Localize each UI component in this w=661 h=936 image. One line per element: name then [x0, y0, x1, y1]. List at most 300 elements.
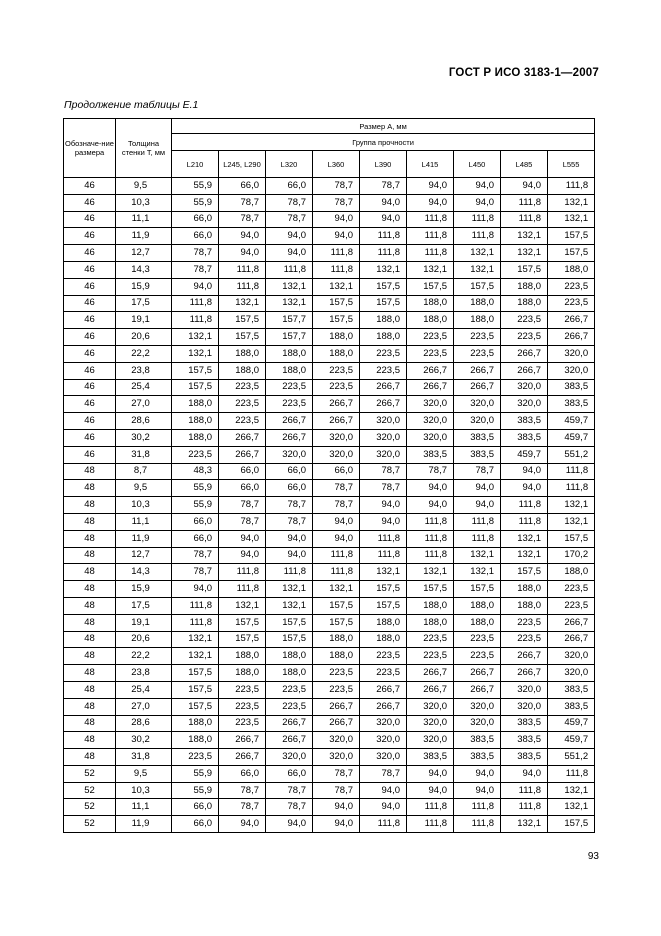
value-cell: 223,5: [313, 379, 360, 396]
table-row: [64, 698, 595, 715]
thickness-cell: 25,4: [116, 681, 172, 698]
designation-cell: 46: [64, 211, 116, 228]
value-cell: 188,0: [313, 345, 360, 362]
value-cell: 66,0: [172, 530, 219, 547]
page-number: 93: [587, 851, 599, 862]
value-cell: 157,7: [266, 329, 313, 346]
value-cell: 132,1: [313, 581, 360, 598]
value-cell: 320,0: [454, 698, 501, 715]
value-cell: 111,8: [266, 564, 313, 581]
value-cell: 94,0: [501, 463, 548, 480]
value-cell: 223,5: [454, 329, 501, 346]
value-cell: 320,0: [501, 379, 548, 396]
value-cell: 188,0: [219, 648, 266, 665]
value-cell: 111,8: [501, 799, 548, 816]
value-cell: 66,0: [219, 463, 266, 480]
value-cell: 66,0: [266, 178, 313, 195]
col-designation-header: Обозначе-ние размера: [64, 119, 116, 178]
value-cell: 266,7: [266, 413, 313, 430]
value-cell: 188,0: [501, 581, 548, 598]
value-cell: 132,1: [407, 261, 454, 278]
thickness-cell: 31,8: [116, 749, 172, 766]
value-cell: 223,5: [454, 648, 501, 665]
value-cell: 94,0: [219, 228, 266, 245]
table-row: [64, 597, 595, 614]
value-cell: 94,0: [172, 581, 219, 598]
designation-cell: 48: [64, 681, 116, 698]
table-row: [64, 329, 595, 346]
value-cell: 55,9: [172, 480, 219, 497]
table-row: [64, 446, 595, 463]
thickness-cell: 28,6: [116, 715, 172, 732]
value-cell: 157,5: [219, 631, 266, 648]
value-cell: 94,0: [454, 194, 501, 211]
thickness-cell: 22,2: [116, 345, 172, 362]
table-row: [64, 261, 595, 278]
value-cell: 157,5: [548, 228, 595, 245]
value-cell: 111,8: [454, 228, 501, 245]
value-cell: 94,0: [501, 178, 548, 195]
thickness-cell: 10,3: [116, 782, 172, 799]
value-cell: 111,8: [219, 564, 266, 581]
value-cell: 459,7: [548, 732, 595, 749]
thickness-cell: 11,9: [116, 816, 172, 833]
value-cell: 111,8: [172, 614, 219, 631]
value-cell: 551,2: [548, 446, 595, 463]
thickness-cell: 19,1: [116, 614, 172, 631]
grade-header: L415: [407, 151, 454, 178]
value-cell: 320,0: [313, 446, 360, 463]
table-row: [64, 278, 595, 295]
value-cell: 94,0: [407, 178, 454, 195]
value-cell: 320,0: [501, 396, 548, 413]
value-cell: 111,8: [360, 547, 407, 564]
table-row: [64, 396, 595, 413]
value-cell: 188,0: [501, 278, 548, 295]
value-cell: 94,0: [454, 765, 501, 782]
value-cell: 188,0: [360, 631, 407, 648]
designation-cell: 46: [64, 194, 116, 211]
value-cell: 383,5: [548, 698, 595, 715]
value-cell: 132,1: [501, 245, 548, 262]
value-cell: 266,7: [219, 749, 266, 766]
value-cell: 188,0: [407, 312, 454, 329]
value-cell: 66,0: [172, 816, 219, 833]
value-cell: 132,1: [501, 228, 548, 245]
value-cell: 132,1: [266, 278, 313, 295]
table-row: [64, 648, 595, 665]
value-cell: 78,7: [313, 497, 360, 514]
value-cell: 111,8: [407, 816, 454, 833]
value-cell: 111,8: [407, 547, 454, 564]
designation-cell: 48: [64, 631, 116, 648]
value-cell: 320,0: [501, 698, 548, 715]
value-cell: 157,5: [219, 614, 266, 631]
value-cell: 223,5: [219, 681, 266, 698]
value-cell: 111,8: [313, 547, 360, 564]
value-cell: 223,5: [313, 665, 360, 682]
strength-group-header: Группа прочности: [172, 134, 595, 151]
value-cell: 223,5: [454, 345, 501, 362]
value-cell: 157,5: [360, 597, 407, 614]
value-cell: 223,5: [172, 446, 219, 463]
thickness-cell: 11,1: [116, 513, 172, 530]
value-cell: 383,5: [548, 396, 595, 413]
thickness-cell: 11,9: [116, 530, 172, 547]
value-cell: 94,0: [501, 765, 548, 782]
value-cell: 459,7: [501, 446, 548, 463]
value-cell: 320,0: [454, 413, 501, 430]
thickness-cell: 9,5: [116, 480, 172, 497]
thickness-cell: 15,9: [116, 278, 172, 295]
value-cell: 383,5: [454, 749, 501, 766]
table-row: [64, 631, 595, 648]
value-cell: 94,0: [501, 480, 548, 497]
value-cell: 94,0: [454, 178, 501, 195]
value-cell: 111,8: [360, 530, 407, 547]
value-cell: 78,7: [172, 547, 219, 564]
value-cell: 94,0: [360, 799, 407, 816]
value-cell: 111,8: [360, 228, 407, 245]
value-cell: 266,7: [313, 715, 360, 732]
value-cell: 111,8: [407, 530, 454, 547]
value-cell: 132,1: [219, 597, 266, 614]
table-row: [64, 362, 595, 379]
value-cell: 188,0: [266, 665, 313, 682]
table-row: [64, 480, 595, 497]
table-row: [64, 816, 595, 833]
value-cell: 157,5: [501, 261, 548, 278]
designation-cell: 46: [64, 295, 116, 312]
value-cell: 223,5: [360, 345, 407, 362]
value-cell: 157,5: [172, 665, 219, 682]
value-cell: 320,0: [407, 429, 454, 446]
grade-header: L555: [548, 151, 595, 178]
thickness-cell: 20,6: [116, 631, 172, 648]
value-cell: 266,7: [219, 429, 266, 446]
value-cell: 78,7: [360, 463, 407, 480]
value-cell: 132,1: [172, 648, 219, 665]
value-cell: 223,5: [266, 681, 313, 698]
table-row: [64, 715, 595, 732]
value-cell: 157,5: [172, 379, 219, 396]
table-row: [64, 497, 595, 514]
value-cell: 66,0: [219, 765, 266, 782]
thickness-cell: 10,3: [116, 194, 172, 211]
value-cell: 188,0: [360, 614, 407, 631]
value-cell: 94,0: [454, 782, 501, 799]
value-cell: 383,5: [454, 429, 501, 446]
value-cell: 188,0: [454, 295, 501, 312]
value-cell: 94,0: [266, 816, 313, 833]
value-cell: 188,0: [266, 648, 313, 665]
value-cell: 94,0: [313, 513, 360, 530]
value-cell: 78,7: [172, 261, 219, 278]
value-cell: 132,1: [548, 497, 595, 514]
thickness-cell: 30,2: [116, 429, 172, 446]
value-cell: 188,0: [172, 732, 219, 749]
table-row: [64, 799, 595, 816]
value-cell: 266,7: [454, 665, 501, 682]
value-cell: 266,7: [454, 379, 501, 396]
designation-cell: 46: [64, 178, 116, 195]
value-cell: 266,7: [501, 665, 548, 682]
value-cell: 132,1: [266, 581, 313, 598]
value-cell: 111,8: [548, 178, 595, 195]
value-cell: 132,1: [360, 564, 407, 581]
value-cell: 78,7: [219, 194, 266, 211]
thickness-cell: 22,2: [116, 648, 172, 665]
value-cell: 55,9: [172, 782, 219, 799]
value-cell: 157,5: [407, 278, 454, 295]
value-cell: 157,5: [313, 312, 360, 329]
designation-cell: 48: [64, 564, 116, 581]
value-cell: 223,5: [360, 362, 407, 379]
value-cell: 266,7: [548, 312, 595, 329]
value-cell: 78,7: [266, 211, 313, 228]
designation-cell: 48: [64, 698, 116, 715]
value-cell: 78,7: [407, 463, 454, 480]
value-cell: 320,0: [360, 446, 407, 463]
value-cell: 78,7: [266, 497, 313, 514]
thickness-cell: 17,5: [116, 295, 172, 312]
value-cell: 94,0: [360, 497, 407, 514]
table-row: [64, 614, 595, 631]
value-cell: 320,0: [407, 732, 454, 749]
value-cell: 94,0: [266, 530, 313, 547]
value-cell: 266,7: [548, 614, 595, 631]
value-cell: 78,7: [313, 178, 360, 195]
value-cell: 266,7: [360, 379, 407, 396]
value-cell: 55,9: [172, 194, 219, 211]
value-cell: 320,0: [313, 749, 360, 766]
value-cell: 78,7: [219, 799, 266, 816]
value-cell: 266,7: [548, 329, 595, 346]
value-cell: 111,8: [360, 816, 407, 833]
value-cell: 157,5: [219, 312, 266, 329]
value-cell: 132,1: [360, 261, 407, 278]
table-row: [64, 564, 595, 581]
value-cell: 266,7: [219, 732, 266, 749]
value-cell: 223,5: [501, 312, 548, 329]
table-row: [64, 782, 595, 799]
value-cell: 188,0: [266, 362, 313, 379]
value-cell: 78,7: [219, 497, 266, 514]
value-cell: 266,7: [454, 681, 501, 698]
thickness-cell: 9,5: [116, 765, 172, 782]
value-cell: 320,0: [313, 732, 360, 749]
value-cell: 188,0: [454, 597, 501, 614]
value-cell: 266,7: [313, 698, 360, 715]
value-cell: 320,0: [407, 715, 454, 732]
value-cell: 111,8: [501, 211, 548, 228]
value-cell: 188,0: [172, 413, 219, 430]
thickness-cell: 19,1: [116, 312, 172, 329]
value-cell: 132,1: [172, 329, 219, 346]
value-cell: 66,0: [219, 480, 266, 497]
value-cell: 111,8: [548, 765, 595, 782]
thickness-cell: 15,9: [116, 581, 172, 598]
value-cell: 94,0: [266, 547, 313, 564]
value-cell: 188,0: [548, 564, 595, 581]
value-cell: 111,8: [501, 497, 548, 514]
value-cell: 188,0: [172, 715, 219, 732]
value-cell: 383,5: [407, 446, 454, 463]
table-row: [64, 530, 595, 547]
value-cell: 66,0: [219, 178, 266, 195]
value-cell: 223,5: [407, 631, 454, 648]
designation-cell: 46: [64, 413, 116, 430]
dimensions-table: [63, 118, 595, 833]
table-row: [64, 211, 595, 228]
value-cell: 266,7: [266, 429, 313, 446]
value-cell: 157,7: [266, 312, 313, 329]
value-cell: 78,7: [360, 178, 407, 195]
designation-cell: 46: [64, 379, 116, 396]
value-cell: 94,0: [313, 816, 360, 833]
thickness-cell: 14,3: [116, 564, 172, 581]
value-cell: 188,0: [219, 665, 266, 682]
value-cell: 320,0: [407, 413, 454, 430]
value-cell: 188,0: [172, 396, 219, 413]
value-cell: 78,7: [313, 765, 360, 782]
value-cell: 66,0: [172, 228, 219, 245]
designation-cell: 48: [64, 648, 116, 665]
thickness-cell: 27,0: [116, 396, 172, 413]
value-cell: 383,5: [501, 749, 548, 766]
col-thickness-header: Толщина стенки T, мм: [116, 119, 172, 178]
value-cell: 66,0: [266, 463, 313, 480]
value-cell: 132,1: [454, 547, 501, 564]
designation-cell: 52: [64, 782, 116, 799]
value-cell: 157,5: [219, 329, 266, 346]
value-cell: 111,8: [407, 513, 454, 530]
designation-cell: 46: [64, 261, 116, 278]
value-cell: 383,5: [454, 732, 501, 749]
value-cell: 94,0: [219, 530, 266, 547]
value-cell: 223,5: [407, 329, 454, 346]
value-cell: 320,0: [548, 665, 595, 682]
value-cell: 459,7: [548, 715, 595, 732]
value-cell: 188,0: [548, 261, 595, 278]
value-cell: 188,0: [360, 312, 407, 329]
grade-header: L245, L290: [219, 151, 266, 178]
value-cell: 94,0: [407, 765, 454, 782]
value-cell: 188,0: [407, 295, 454, 312]
value-cell: 188,0: [407, 597, 454, 614]
table-row: [64, 749, 595, 766]
value-cell: 132,1: [454, 245, 501, 262]
value-cell: 320,0: [407, 698, 454, 715]
value-cell: 266,7: [407, 379, 454, 396]
designation-cell: 48: [64, 715, 116, 732]
value-cell: 157,5: [548, 530, 595, 547]
thickness-cell: 12,7: [116, 245, 172, 262]
table-row: [64, 228, 595, 245]
table-row: [64, 429, 595, 446]
value-cell: 157,5: [548, 245, 595, 262]
value-cell: 383,5: [548, 379, 595, 396]
value-cell: 111,8: [219, 278, 266, 295]
value-cell: 320,0: [454, 715, 501, 732]
value-cell: 48,3: [172, 463, 219, 480]
value-cell: 266,7: [313, 396, 360, 413]
value-cell: 223,5: [548, 581, 595, 598]
thickness-cell: 28,6: [116, 413, 172, 430]
thickness-cell: 30,2: [116, 732, 172, 749]
value-cell: 266,7: [219, 446, 266, 463]
value-cell: 132,1: [266, 295, 313, 312]
value-cell: 320,0: [548, 648, 595, 665]
designation-cell: 46: [64, 396, 116, 413]
value-cell: 94,0: [360, 513, 407, 530]
thickness-cell: 10,3: [116, 497, 172, 514]
value-cell: 111,8: [219, 261, 266, 278]
value-cell: 320,0: [548, 345, 595, 362]
value-cell: 111,8: [313, 261, 360, 278]
value-cell: 223,5: [219, 698, 266, 715]
value-cell: 132,1: [548, 513, 595, 530]
value-cell: 78,7: [172, 245, 219, 262]
value-cell: 157,5: [454, 581, 501, 598]
value-cell: 320,0: [313, 429, 360, 446]
value-cell: 459,7: [548, 429, 595, 446]
value-cell: 223,5: [266, 698, 313, 715]
value-cell: 111,8: [360, 245, 407, 262]
designation-cell: 48: [64, 732, 116, 749]
value-cell: 111,8: [313, 564, 360, 581]
value-cell: 94,0: [360, 194, 407, 211]
value-cell: 383,5: [501, 429, 548, 446]
value-cell: 111,8: [454, 816, 501, 833]
thickness-cell: 25,4: [116, 379, 172, 396]
value-cell: 223,5: [360, 665, 407, 682]
value-cell: 111,8: [407, 228, 454, 245]
value-cell: 132,1: [266, 597, 313, 614]
value-cell: 78,7: [266, 782, 313, 799]
value-cell: 78,7: [172, 564, 219, 581]
value-cell: 78,7: [266, 194, 313, 211]
value-cell: 320,0: [360, 429, 407, 446]
value-cell: 157,5: [266, 631, 313, 648]
value-cell: 66,0: [172, 211, 219, 228]
value-cell: 94,0: [360, 211, 407, 228]
value-cell: 132,1: [548, 194, 595, 211]
table-row: [64, 295, 595, 312]
value-cell: 78,7: [313, 194, 360, 211]
value-cell: 266,7: [313, 413, 360, 430]
value-cell: 132,1: [548, 799, 595, 816]
value-cell: 320,0: [360, 732, 407, 749]
value-cell: 132,1: [172, 631, 219, 648]
value-cell: 223,5: [219, 413, 266, 430]
table-caption: Продолжение таблицы Е.1: [64, 99, 199, 111]
value-cell: 78,7: [219, 211, 266, 228]
value-cell: 132,1: [407, 564, 454, 581]
value-cell: 132,1: [313, 278, 360, 295]
table-row: [64, 245, 595, 262]
table-row: [64, 513, 595, 530]
value-cell: 266,7: [501, 345, 548, 362]
value-cell: 78,7: [266, 513, 313, 530]
grade-header: L450: [454, 151, 501, 178]
designation-cell: 52: [64, 765, 116, 782]
value-cell: 188,0: [454, 312, 501, 329]
value-cell: 223,5: [548, 295, 595, 312]
value-cell: 266,7: [360, 681, 407, 698]
thickness-cell: 8,7: [116, 463, 172, 480]
value-cell: 223,5: [360, 648, 407, 665]
